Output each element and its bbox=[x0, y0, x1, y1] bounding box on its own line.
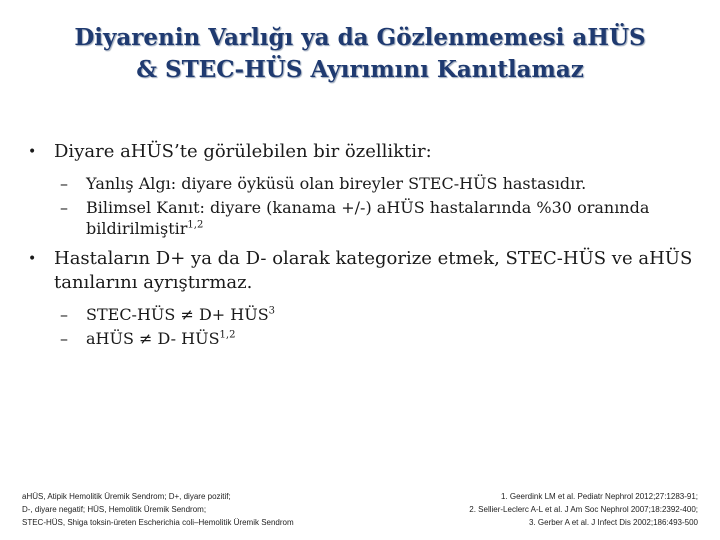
footnote-line: aHÜS, Atipik Hemolitik Üremik Sendrom; D+, diyare pozitif; bbox=[22, 492, 231, 501]
sub-bullet-1-2-ref: 1,2 bbox=[187, 219, 204, 231]
bullet-1 bbox=[28, 140, 708, 164]
references-footnote bbox=[368, 490, 698, 529]
reference-line: 1. Geerdink LM et al. Pediatr Nephrol 2012;27:1283-91; bbox=[500, 492, 698, 501]
sub-bullet-1-2-text: Bilimsel Kanıt: diyare (kanama +/-) aHÜS hastalarında %30 oranında bildirilmiştir bbox=[86, 198, 650, 238]
sub-bullet-1-2 bbox=[28, 197, 708, 239]
sub-bullet-2-2 bbox=[28, 328, 708, 349]
footnote-line: D-, diyare negatif; HÜS, Hemolitik Üremik Sendrom; bbox=[22, 505, 207, 514]
reference-line: 3. Gerber A et al. J Infect Dis 2002;186:493-500 bbox=[529, 518, 698, 527]
sub-bullet-2-2-ref: 1,2 bbox=[219, 329, 236, 341]
title-line-2: & STEC-HÜS Ayırımını Kanıtlamaz bbox=[136, 56, 584, 83]
bullet-1-text: Diyare aHÜS’te görülebilen bir özelliktir: bbox=[54, 141, 432, 162]
slide-body bbox=[28, 140, 708, 349]
sub-bullet-2-1 bbox=[28, 304, 708, 325]
sub-bullet-2-2-text: aHÜS ≠ D- HÜS bbox=[86, 329, 220, 348]
dash-icon: – bbox=[60, 198, 68, 217]
bullet-2-text: Hastaların D+ ya da D- olarak kategorize etmek, STEC-HÜS ve aHÜS tanılarını ayrıştırmaz. bbox=[54, 248, 693, 293]
slide-title bbox=[0, 22, 720, 86]
sub-bullet-1-1 bbox=[28, 173, 708, 194]
abbreviations-footnote bbox=[22, 490, 382, 529]
bullet-2 bbox=[28, 247, 708, 295]
bullet-dot-icon: • bbox=[28, 144, 37, 160]
footnote-line: STEC-HÜS, Shiga toksin-üreten Escherichia coli–Hemolitik Üremik Sendrom bbox=[22, 518, 294, 527]
reference-line: 2. Sellier-Leclerc A-L et al. J Am Soc Nephrol 2007;18:2392-400; bbox=[469, 505, 698, 514]
title-line-1: Diyarenin Varlığı ya da Gözlenmemesi aHÜS bbox=[74, 24, 646, 51]
bullet-dot-icon: • bbox=[28, 251, 37, 267]
dash-icon: – bbox=[60, 174, 68, 193]
dash-icon: – bbox=[60, 305, 68, 324]
dash-icon: – bbox=[60, 329, 68, 348]
sub-bullet-2-1-ref: 3 bbox=[268, 305, 276, 317]
sub-bullet-1-1-text: Yanlış Algı: diyare öyküsü olan bireyler STEC-HÜS hastasıdır. bbox=[86, 174, 587, 193]
sub-bullet-2-1-text: STEC-HÜS ≠ D+ HÜS bbox=[86, 305, 269, 324]
